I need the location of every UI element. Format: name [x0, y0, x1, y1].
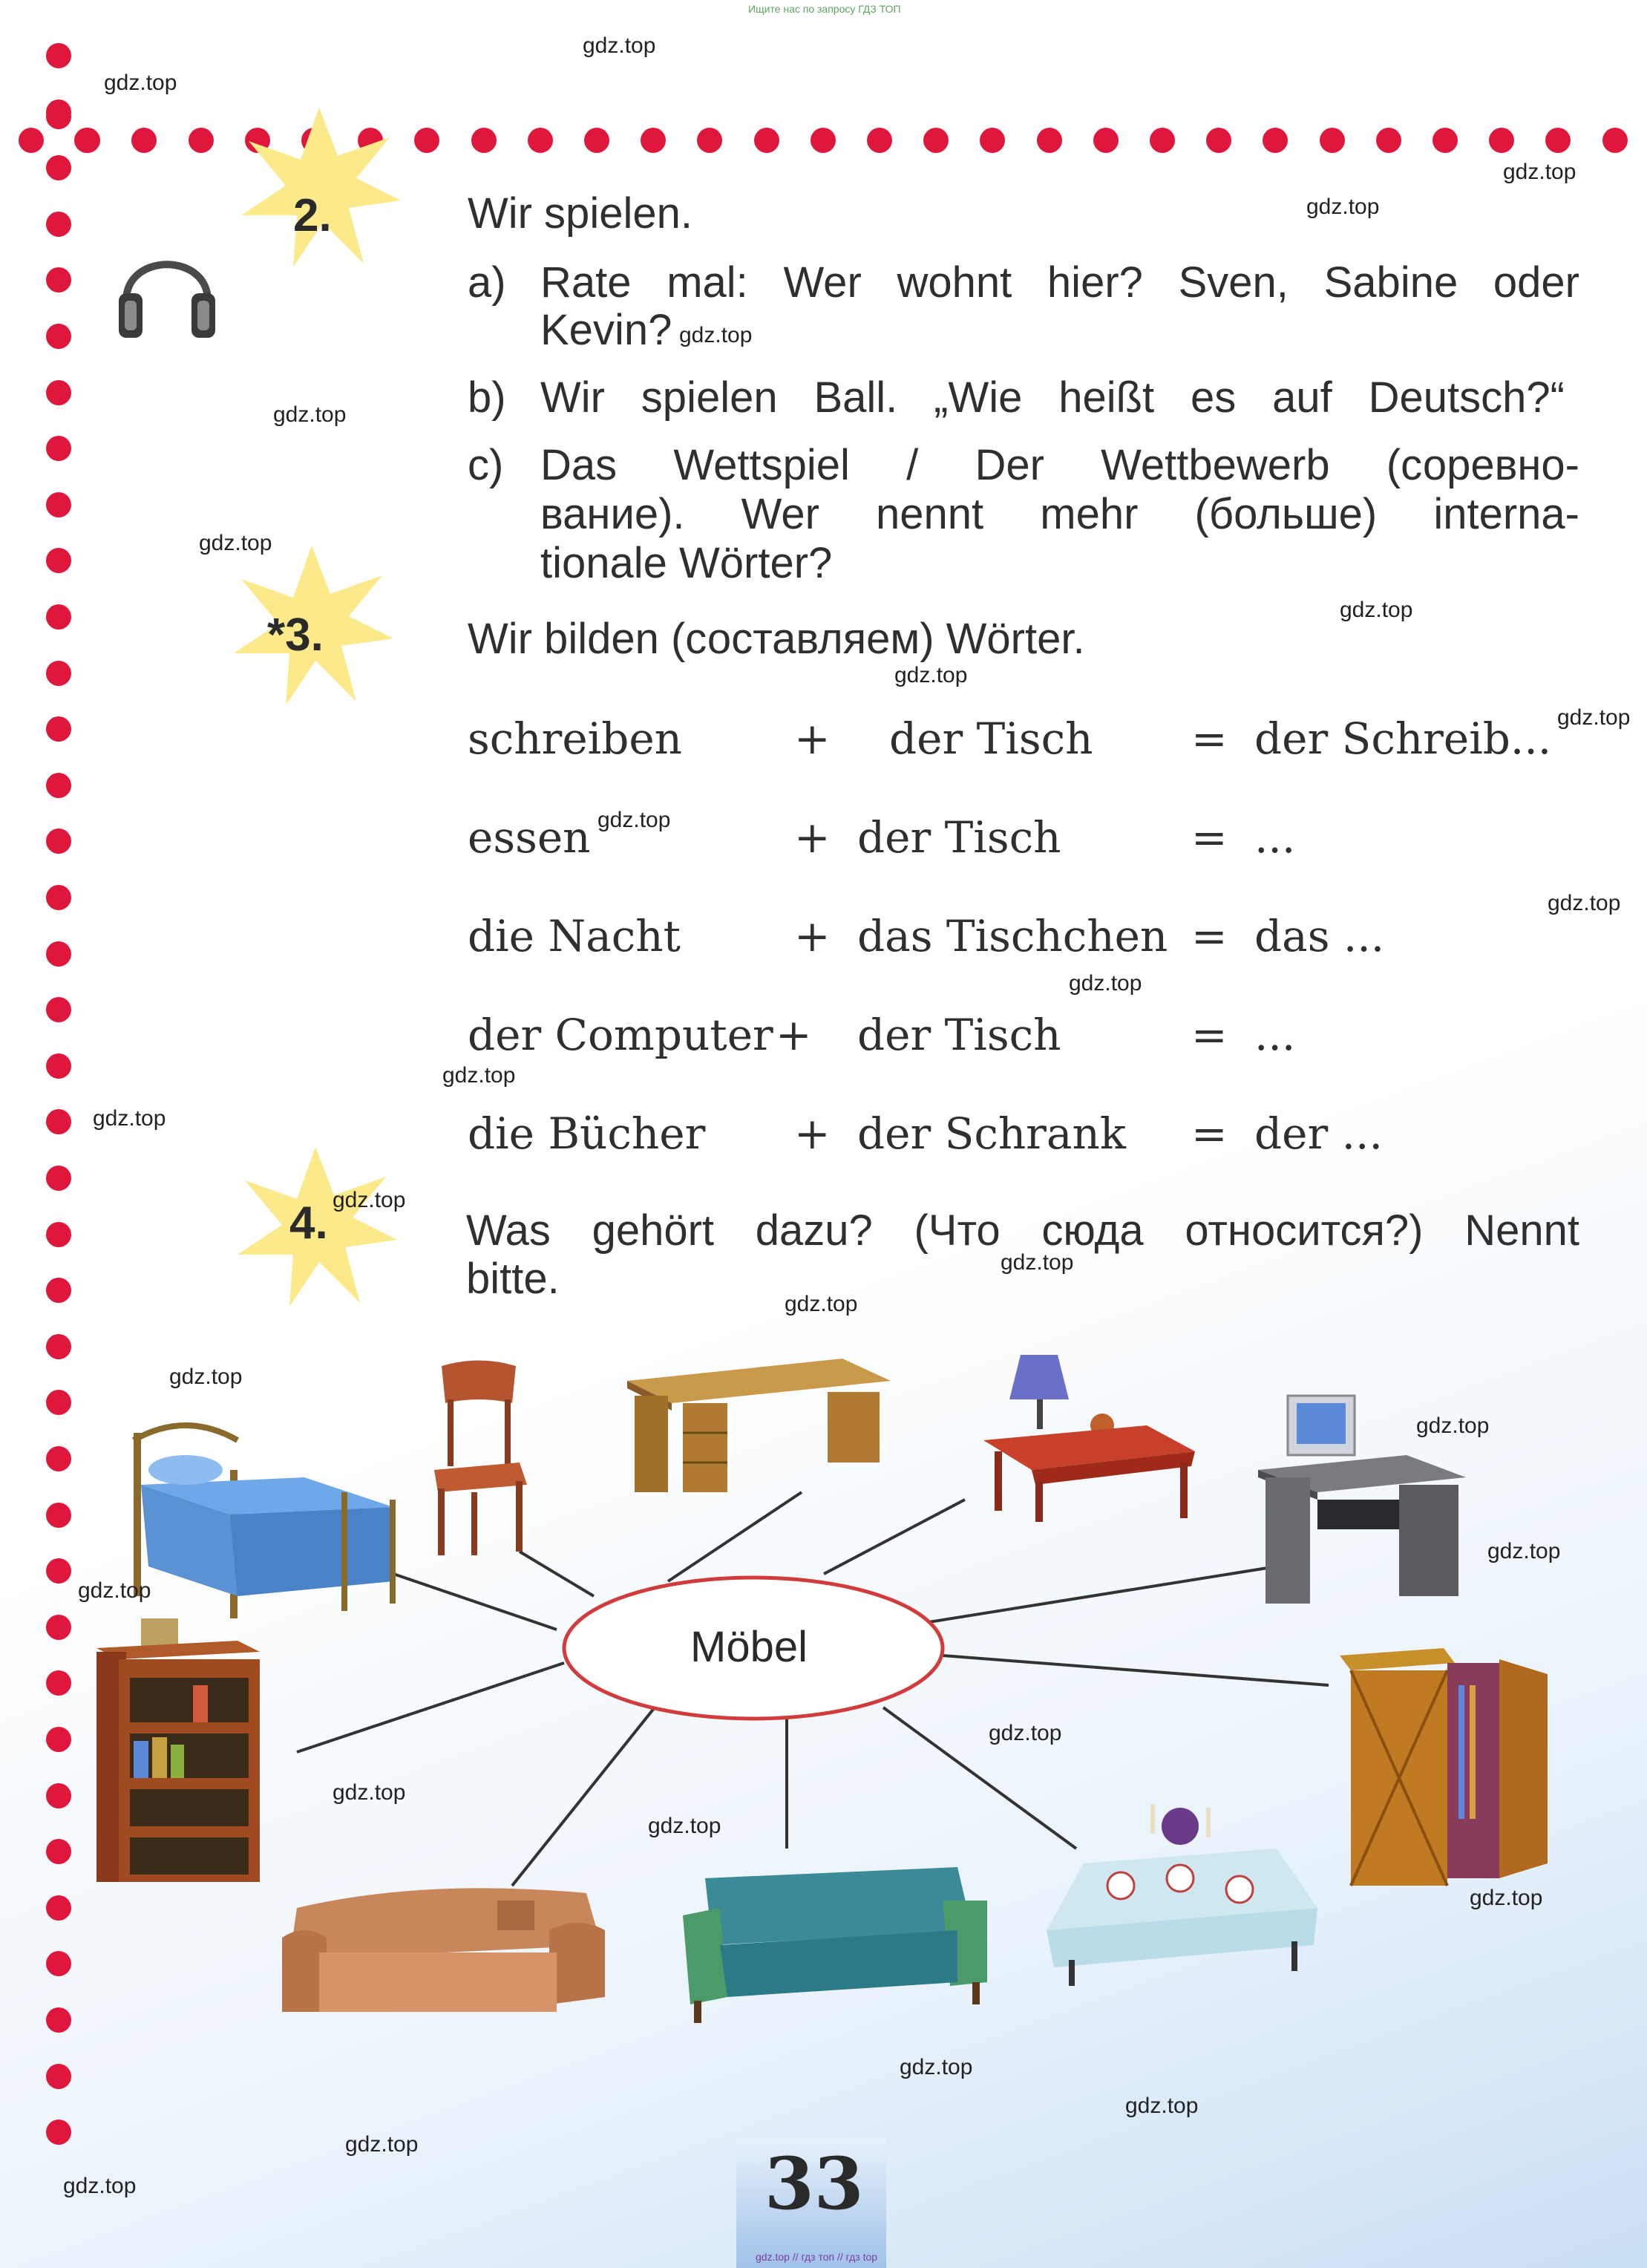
- exercise-4-line1: Was gehört dazu? (Что сюда относится?) Nennt: [466, 1206, 1579, 1255]
- bed-image: [126, 1411, 401, 1618]
- exercise-2-number: 2.: [293, 190, 332, 241]
- watermark: gdz.top: [199, 531, 272, 555]
- footer-note: gdz.top // гдз топ // гдз top: [756, 2251, 878, 2263]
- row1-word2: der Tisch: [889, 713, 1093, 764]
- row3-plus: +: [794, 911, 831, 961]
- row1-result: der Schreib...: [1254, 713, 1552, 764]
- exercise-2c-line1: Das Wettspiel / Der Wettbewerb (соревно-: [540, 441, 1579, 489]
- nightstand-image: [976, 1347, 1199, 1526]
- watermark: gdz.top: [78, 1578, 151, 1603]
- watermark: gdz.top: [345, 2132, 419, 2157]
- watermark: gdz.top: [1548, 891, 1621, 915]
- row5-result: der ...: [1254, 1108, 1383, 1159]
- exercise-4-line2: bitte.: [466, 1255, 560, 1303]
- exercise-3-number: *3.: [267, 610, 324, 661]
- exercise-2c-line2: вание). Wer nennt mehr (больше) interna-: [540, 490, 1579, 538]
- exercise-3-title: Wir bilden (составляем) Wörter.: [468, 615, 1085, 663]
- row4-word1: der Computer: [468, 1010, 773, 1060]
- row2-equals: =: [1191, 812, 1228, 863]
- watermark: gdz.top: [273, 402, 347, 427]
- watermark: gdz.top: [1306, 195, 1380, 219]
- row4-result: ...: [1254, 1010, 1296, 1060]
- exercise-2-title: Wir spielen.: [468, 189, 692, 238]
- row1-plus: +: [794, 713, 831, 764]
- sofa-image: [275, 1863, 609, 2019]
- exercise-2b-line: Wir spielen Ball. „Wie heißt es auf Deutsch?“: [540, 373, 1565, 422]
- exercise-2a-line1: Rate mal: Wer wohnt hier? Sven, Sabine oder: [540, 258, 1579, 307]
- exercise-2a-label: a): [468, 258, 506, 307]
- header-note: Ищите нас по запросу ГДЗ ТОП: [748, 3, 901, 15]
- watermark: gdz.top: [1503, 160, 1576, 184]
- row1-equals: =: [1191, 713, 1228, 764]
- watermark: gdz.top: [1001, 1250, 1074, 1275]
- watermark: gdz.top: [1470, 1886, 1543, 1910]
- watermark: gdz.top: [583, 33, 656, 58]
- exercise-2a-line2: Kevin?: [540, 306, 672, 354]
- row1-word1: schreiben: [468, 713, 683, 764]
- row2-result: ...: [1254, 812, 1296, 863]
- watermark: gdz.top: [1487, 1539, 1561, 1563]
- watermark: gdz.top: [597, 808, 671, 832]
- row5-plus: +: [794, 1108, 831, 1159]
- row4-equals: =: [1191, 1010, 1228, 1060]
- row4-plus: +: [776, 1010, 812, 1060]
- row3-word1: die Nacht: [468, 911, 681, 961]
- chair-image: [427, 1359, 531, 1559]
- row5-word1: die Bücher: [468, 1108, 706, 1159]
- bookshelf-image: [89, 1618, 267, 1886]
- exercise-2c-label: c): [468, 441, 504, 489]
- watermark: gdz.top: [900, 2055, 973, 2079]
- mind-map-center-word: Möbel: [690, 1623, 808, 1671]
- watermark: gdz.top: [1416, 1414, 1490, 1438]
- wardrobe-image: [1332, 1641, 1555, 1893]
- watermark: gdz.top: [1340, 598, 1413, 622]
- watermark: gdz.top: [63, 2174, 137, 2198]
- watermark: gdz.top: [333, 1188, 406, 1212]
- watermark: gdz.top: [785, 1292, 858, 1316]
- watermark: gdz.top: [93, 1106, 166, 1131]
- watermark: gdz.top: [1557, 705, 1631, 730]
- watermark: gdz.top: [1069, 971, 1142, 996]
- row3-result: das ...: [1254, 911, 1385, 961]
- green-sofa-image: [675, 1856, 995, 2027]
- watermark: gdz.top: [333, 1780, 406, 1805]
- row2-plus: +: [794, 812, 831, 863]
- dining-table-image: [1039, 1797, 1321, 1990]
- row3-equals: =: [1191, 911, 1228, 961]
- watermark: gdz.top: [1125, 2094, 1199, 2118]
- page-number: 33: [764, 2142, 864, 2226]
- watermark: gdz.top: [679, 323, 753, 347]
- desk-image: [620, 1351, 894, 1500]
- watermark: gdz.top: [648, 1814, 721, 1838]
- exercise-2c-line3: tionale Wörter?: [540, 539, 833, 587]
- watermark: gdz.top: [989, 1721, 1062, 1745]
- row5-word2: der Schrank: [857, 1108, 1126, 1159]
- row5-equals: =: [1191, 1108, 1228, 1159]
- exercise-4-number: 4.: [289, 1197, 328, 1249]
- row2-word2: der Tisch: [857, 812, 1061, 863]
- row4-word2: der Tisch: [857, 1010, 1061, 1060]
- row2-word1: essen: [468, 812, 591, 863]
- watermark: gdz.top: [169, 1365, 243, 1389]
- watermark: gdz.top: [104, 71, 177, 95]
- exercise-2b-label: b): [468, 373, 506, 422]
- row3-word2: das Tischchen: [857, 911, 1168, 961]
- watermark: gdz.top: [894, 663, 968, 687]
- watermark: gdz.top: [442, 1063, 516, 1088]
